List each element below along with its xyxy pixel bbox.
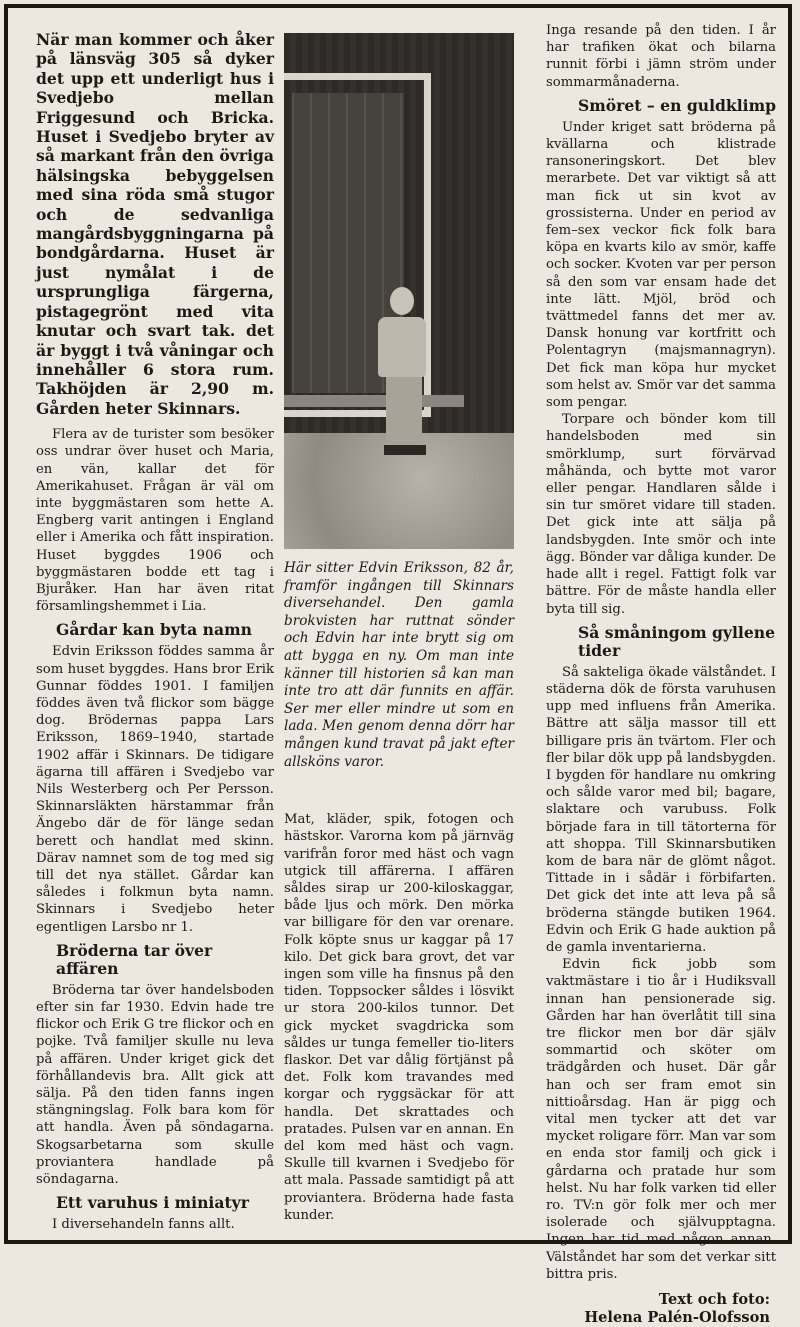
lead-paragraph: När man kommer och åker på länsväg 305 så dyker det upp ett underligt hus i Svedjebo mellan Friggesund och Bricka. Huset i Svedjebo bryter av så markant från den övriga hälsingska bebyggelsen med sina röda små stugor och de sedvanliga mangårdsbyggningarna på bondgårdarna. Huset är just nymålat i de ursprungliga färgerna, pistagegrönt med vita knutar och svart tak. det är byggt i två våningar och innehåller 6 stora rum. Takhöjden är 2,90 m. Gården heter Skinnars.: [36, 30, 275, 418]
paragraph-ransonering: Under kriget satt bröderna på kvällarna och klistrade ransoneringskort. Det blev merarbete. Det var viktigt så att man fick ut sin kvot av grossisterna. Under en period av fem–sex veckor fick folk bara köpa en kvarts kilo av smör, kaffe och socker. Kvoten var per person så den som var ensam hade det inte lätt. Mjöl, bröd och tvättmedel fanns det mer av. Dansk honung var kortfritt och Polentagryn (majsmannagryn). Det fick man köpa hur mycket som helst av. Smör var det samma som pengar.: [546, 119, 776, 411]
photo-edvin-at-door: [284, 33, 514, 549]
paragraph-broderna: Bröderna tar över handelsboden efter sin far 1930. Edvin hade tre flickor och Erik G tre flickor och en pojke. Två familjer skulle nu leva på affären. Under kriget gick det förhållandevis bra. Allt gick att sälja. På den tiden fanns ingen stängningslag. Folk bara kom för att handla. Även på söndagarna. Skogsarbetarna som skulle proviantera handlade på söndagarna.: [36, 982, 274, 1188]
heading-smoret: Smöret – en guldklimp: [578, 95, 776, 115]
paragraph-edvin-fodd: Edvin Eriksson föddes samma år som huset byggdes. Hans bror Erik Gunnar föddes 1901. I familjen föddes även två flickor som bägge dog. Brödernas pappa Lars Eriksson, 1869–1940, startade 1902 affär i Skinnars. De tidigare ägarna till affären i Svedjebo var Nils Westerberg och Per Persson. Skinnarsläkten härstammar från Ängebo där de för länge sedan berett och handlat med skinn. Därav namnet som de tog med sig till det nya stället. Gårdar kan således i folkmun byta namn. Skinnars i Svedjebo heter egentligen Larsbo nr 1.: [36, 644, 274, 935]
column-2: [284, 540, 514, 1224]
paragraph-torpare: Torpare och bönder kom till handelsboden med sin smörklump, surt förvärvad måhända, och bytte mot varor eller pengar. Handlaren sålde i sin tur smöret vidare till staden. Det gick inte att sälja på landsbygden. Inte smör och inte ägg. Bönder var dåliga kunder. De hade allt i regel. Fattigt folk var bättre. För de måste handla eller byta till sig.: [546, 412, 776, 617]
photo-step: [284, 395, 464, 407]
paragraph-inga-resande: Inga resande på den tiden. I år har trafiken ökat och bilarna runnit förbi i jämn ström under sommarmånaderna.: [546, 23, 776, 90]
byline-label: Text och foto:: [658, 1291, 770, 1309]
byline: [546, 1291, 776, 1327]
heading-broderna-tar-over: Bröderna tar över affären: [56, 940, 213, 978]
paragraph-turister: Flera av de turister som besöker oss undrar över huset och Maria, en vän, kallar det för Amerikahuset. Frågan är väl om inte byggmästaren som hette A. Engberg varit antingen i England eller i Amerika och fått inspiration. Huset byggdes 1906 och byggmästaren bodde ett tag i Bjuråker. Han har även ritat församlingshemmet i Lia.: [36, 427, 274, 615]
heading-ett-varuhus: Ett varuhus i miniatyr: [56, 1193, 249, 1213]
column-3: [546, 22, 776, 1327]
paragraph-valstandet: Så sakteliga ökade välståndet. I städerna dök de första varuhusen upp med influens från Amerika. Bättre att sälja massor till ett billigare pris än tvärtom. Fler och fler bilar dök upp på landsbygden. I bygden för handlare nu omkring och sålde varor med bil; bagare, slaktare och varubuss. Folk började fara in till tätorterna för att shoppa. Till Skinnarsbutiken kom de bara när de glömt något. Tittade in i sådär i förbifarten. Det gick det inte att leva på så bröderna stängde butiken 1964. Edvin och Erik G hade auktion på de gamla inventarierna.: [546, 664, 777, 955]
paragraph-vaktmastare: Edvin fick jobb som vaktmästare i tio år i Hudiksvall innan han pensionerade sig. Gården har han överlåtit till sina tre flickor men bor där själv sommartid och sköter om trädgården och huset. Där går han och ser fram emot sin nittioårsdag. Han är pigg och vital men tycker att det var mycket roligare förr. Man var som en enda stor familj och gick i gårdarna och pratade hur som helst. Nu har folk varken tid eller ro. TV:n gör folk mer och mer isolerade och självupptagna. Ingen har tid med någon annan. Välståndet har som det verkar sitt bittra pris.: [546, 957, 776, 1282]
byline-author: Helena Palén-Olofsson: [584, 1309, 770, 1327]
photo-caption: Här sitter Edvin Eriksson, 82 år, framför ingången till Skinnars diversehandel. Den gamla brokvisten har ruttnat sönder och Edvin har inte brytt sig om att bygga en ny. Om man inte känner till historien så kan man inte tro att där funnits en affär. Ser mer eller mindre ut som en lada. Men genom denna dörr har mången kund travat på jakt efter allsköns varor.: [284, 560, 514, 770]
photo-seated-man: [376, 283, 428, 463]
heading-gardar-kan-byta-namn: Gårdar kan byta namn: [56, 620, 252, 640]
heading-gyllene-tider: Så småningom gyllene tider: [578, 622, 776, 660]
column-1: [36, 22, 274, 1233]
paragraph-diversehandeln: I diversehandeln fanns allt.: [52, 1217, 235, 1233]
paragraph-mat-klader: Mat, kläder, spik, fotogen och hästskor. Varorna kom på järnväg varifrån foror med häst och vagn utgick till affärerna. I affären såldes sirap ur 200-kiloskaggar, både ljus och mörk. Den mörka var billigare för den var orenare. Folk köpte snus ur kaggar på 17 kilo. Det gick bara grovt, det var ingen som ville ha finsnus på den tiden. Toppsocker såldes i lösvikt ur stora 200-kilos tunnor. Det gick mycket svagdricka som såldes ur tunga femeller tio-liters flaskor. Det var dålig förtjänst på det. Folk kom travandes med korgar och ryggsäckar för att handla. Det skrattades och pratades. Pulsen var en annan. En del kom med häst och vagn. Skulle till kvarnen i Svedjebo för att mala. Passade samtidigt på att proviantera. Bröderna hade fasta kunder.: [284, 812, 515, 1223]
